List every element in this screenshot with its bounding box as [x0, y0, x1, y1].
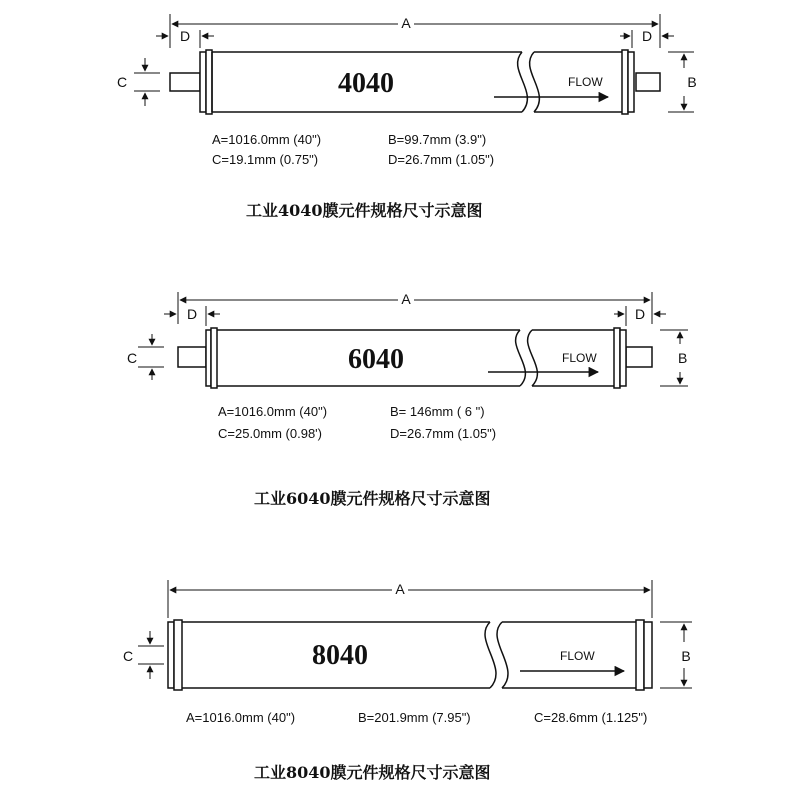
- element-8040-diagram: [138, 580, 692, 690]
- model-label-4040: 4040: [338, 68, 394, 99]
- label-d-right-4040: D: [641, 28, 653, 44]
- spec-b-6040: B= 146mm ( 6 "): [390, 404, 485, 419]
- label-d-left-4040: D: [179, 28, 191, 44]
- label-b-8040: B: [681, 648, 691, 664]
- caption-4040: 工业4040膜元件规格尺寸示意图: [246, 201, 483, 220]
- label-d-left-6040: D: [186, 306, 198, 322]
- model-label-8040: 8040: [312, 640, 368, 671]
- label-c-6040: C: [126, 350, 138, 366]
- permeate-tube-right: [636, 73, 660, 91]
- spec-b-8040: B=201.9mm (7.95"): [358, 710, 471, 725]
- spec-c-4040: C=19.1mm (0.75"): [212, 152, 319, 167]
- label-a-4040: A: [401, 15, 411, 31]
- spec-b-4040: B=99.7mm (3.9"): [388, 132, 487, 147]
- caption-8040: 工业8040膜元件规格尺寸示意图: [254, 763, 491, 782]
- label-d-right-6040: D: [634, 306, 646, 322]
- flow-label-6040: FLOW: [562, 351, 597, 365]
- caption-6040: 工业6040膜元件规格尺寸示意图: [254, 489, 491, 508]
- flow-label-4040: FLOW: [568, 75, 603, 89]
- spec-c-6040: C=25.0mm (0.98'): [218, 426, 322, 441]
- label-a-6040: A: [401, 291, 411, 307]
- spec-a-6040: A=1016.0mm (40"): [218, 404, 328, 419]
- label-b-6040: B: [678, 350, 688, 366]
- permeate-tube-left: [170, 73, 200, 91]
- label-c-4040: C: [116, 74, 128, 90]
- flow-label-8040: FLOW: [560, 649, 595, 663]
- spec-a-4040: A=1016.0mm (40"): [212, 132, 322, 147]
- spec-d-6040: D=26.7mm (1.05"): [390, 426, 497, 441]
- element-6040-diagram: [138, 292, 688, 388]
- label-c-8040: C: [122, 648, 134, 664]
- spec-d-4040: D=26.7mm (1.05"): [388, 152, 495, 167]
- label-b-4040: B: [687, 74, 697, 90]
- element-4040-diagram: [134, 14, 697, 114]
- label-a-8040: A: [395, 581, 405, 597]
- spec-a-8040: A=1016.0mm (40"): [186, 710, 296, 725]
- spec-c-8040: C=28.6mm (1.125"): [534, 710, 648, 725]
- model-label-6040: 6040: [348, 344, 404, 375]
